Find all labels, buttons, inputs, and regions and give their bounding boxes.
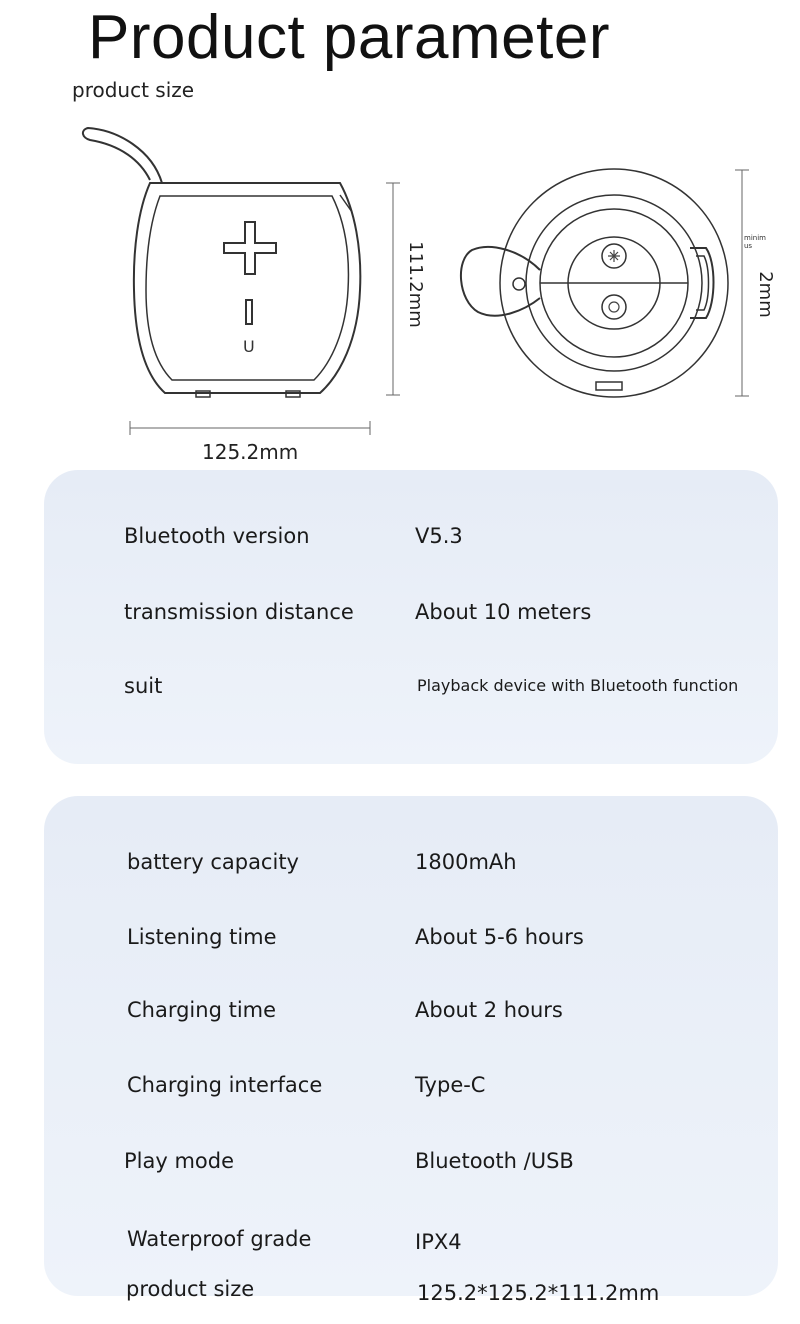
spec-value: About 10 meters — [415, 600, 592, 624]
spec-label: Charging interface — [127, 1073, 323, 1097]
strap — [83, 128, 162, 183]
speaker-body-outer — [134, 183, 360, 393]
depth-dimension-label: 2mm — [754, 271, 776, 318]
top-view — [461, 169, 728, 397]
spec-value: About 5-6 hours — [415, 925, 584, 949]
product-dimension-drawing — [0, 0, 800, 470]
small-note-label: minim us — [744, 234, 766, 250]
spec-label: Charging time — [127, 998, 277, 1022]
page-title: Product parameter — [88, 3, 610, 72]
depth-dimension-line — [735, 170, 749, 396]
spec-label: battery capacity — [127, 850, 299, 874]
spec-value: 1800mAh — [415, 850, 517, 874]
spec-value: Playback device with Bluetooth function — [417, 676, 739, 695]
spec-value: IPX4 — [415, 1230, 462, 1254]
spec-label: Bluetooth version — [124, 524, 310, 548]
front-u-label: U — [243, 337, 255, 356]
spec-value: Bluetooth /USB — [415, 1149, 574, 1173]
spec-value: V5.3 — [415, 524, 463, 548]
height-dimension-label: 111.2mm — [404, 241, 426, 328]
spec-value: About 2 hours — [415, 998, 563, 1022]
spec-label: suit — [124, 674, 163, 698]
height-dimension-line — [386, 183, 400, 395]
spec-label: transmission distance — [124, 600, 354, 624]
width-dimension-line — [130, 421, 370, 435]
spec-value: 125.2*125.2*111.2mm — [417, 1281, 660, 1305]
spec-label: Waterproof grade — [127, 1227, 312, 1251]
spec-label: Listening time — [127, 925, 277, 949]
minus-icon — [246, 300, 252, 324]
spec-value: Type-C — [415, 1073, 486, 1097]
top-view-icons — [608, 250, 620, 312]
front-view — [83, 128, 360, 397]
width-dimension-label: 125.2mm — [202, 440, 299, 464]
spec-label: Play mode — [124, 1149, 235, 1173]
spec-label: product size — [126, 1277, 255, 1301]
section-subtitle: product size — [72, 78, 195, 102]
plus-icon — [224, 222, 276, 274]
